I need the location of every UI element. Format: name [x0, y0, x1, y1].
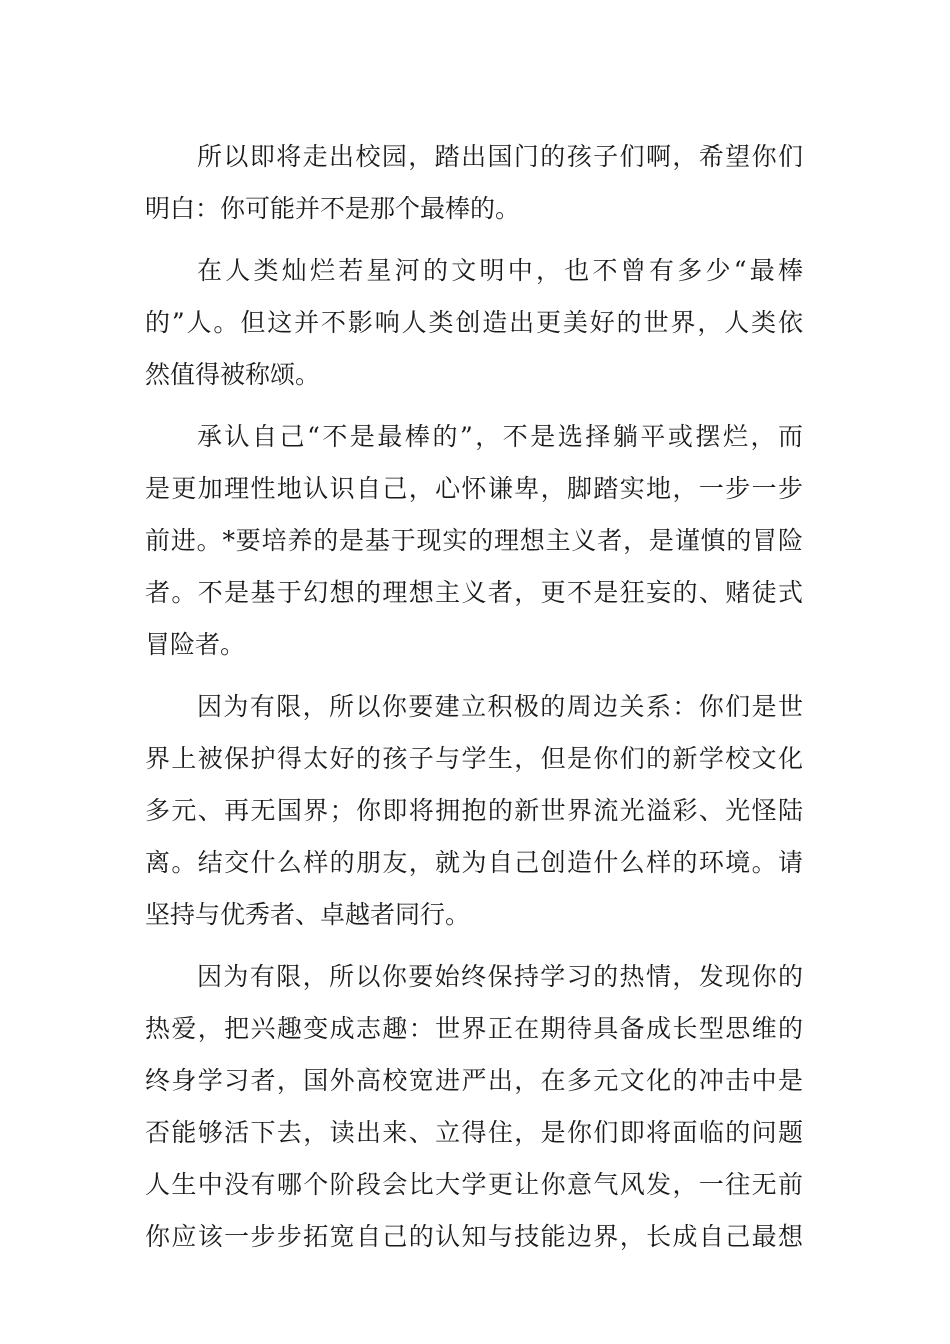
- text-line: 否能够活下去，读出来、立得住，是你们即将面临的问题: [145, 1118, 803, 1147]
- text-line: 然值得被称颂。: [145, 360, 321, 389]
- paragraph: [145, 951, 803, 1263]
- text-line: 因为有限，所以你要建立积极的周边关系：你们是世: [197, 692, 803, 721]
- text-line: 界上被保护得太好的孩子与学生，但是你们的新学校文化: [145, 744, 803, 773]
- text-line: 者。不是基于幻想的理想主义者，更不是狂妄的、赌徒式: [145, 578, 803, 607]
- paragraph: [145, 411, 803, 671]
- text-line: 的”人。但这并不影响人类创造出更美好的世界，人类依: [145, 308, 803, 337]
- text-line: 多元、再无国界；你即将拥抱的新世界流光溢彩、光怪陆: [145, 796, 803, 825]
- text-line: 在人类灿烂若星河的文明中，也不曾有多少“最棒: [197, 256, 803, 285]
- document-body: [145, 131, 803, 1263]
- text-line: 是更加理性地认识自己，心怀谦卑，脚踏实地，一步一步: [145, 474, 803, 503]
- text-line: 离。结交什么样的朋友，就为自己创造什么样的环境。请: [145, 848, 803, 877]
- text-line: 热爱，把兴趣变成志趣：世界正在期待具备成长型思维的: [145, 1014, 803, 1043]
- text-line: 坚持与优秀者、卓越者同行。: [145, 900, 471, 929]
- text-line: 人生中没有哪个阶段会比大学更让你意气风发，一往无前: [145, 1170, 803, 1199]
- text-line: 你应该一步步拓宽自己的认知与技能边界，长成自己最想: [145, 1222, 803, 1251]
- text-line: 承认自己“不是最棒的”，不是选择躺平或摆烂，而: [197, 422, 803, 451]
- paragraph: [145, 245, 803, 401]
- text-line: 终身学习者，国外高校宽进严出，在多元文化的冲击中是: [145, 1066, 803, 1095]
- paragraph: [145, 681, 803, 941]
- paragraph: [145, 131, 803, 235]
- text-line: 所以即将走出校园，踏出国门的孩子们啊，希望你们: [197, 142, 803, 171]
- text-line: 因为有限，所以你要始终保持学习的热情，发现你的: [197, 962, 803, 991]
- text-line: 前进。*要培养的是基于现实的理想主义者，是谨慎的冒险: [145, 526, 803, 555]
- text-line: 冒险者。: [145, 630, 246, 659]
- text-line: 明白：你可能并不是那个最棒的。: [145, 194, 521, 223]
